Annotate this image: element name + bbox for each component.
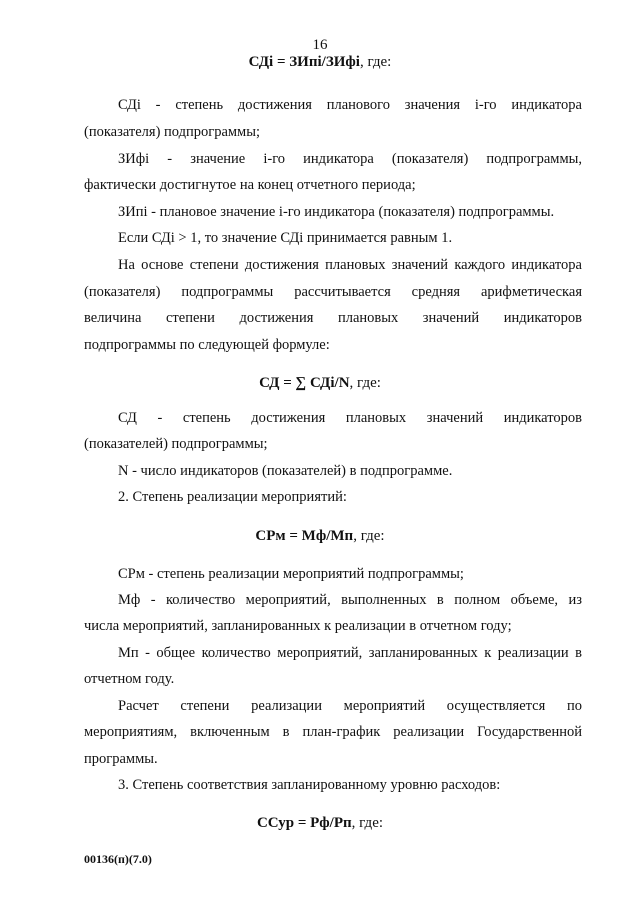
definition-sd-line2: (показателей) подпрограммы; [84,436,268,452]
paragraph-basis-line3: величина степени достижения плановых значений индикаторов [84,310,582,326]
paragraph-calc-line3: программы. [84,751,158,767]
definition-srm: СРм - степень реализации мероприятий подпрограммы; [118,566,464,582]
sdi-limit-note: Если СДi > 1, то значение СДi принимается равным 1. [118,230,453,246]
definition-mp-line1: Мп - общее количество мероприятий, запланированных к реализации в [118,645,582,661]
page-number: 16 [312,37,328,53]
definition-zip: ЗИпi - плановое значение i-го индикатора (показателя) подпрограммы. [118,204,555,220]
formula-sd-suffix: , где: [349,375,381,391]
formula-srm-expression: СРм = Мф/Мп [255,528,354,544]
definition-sdi-line2: (показателя) подпрограммы; [84,124,261,140]
definition-mp-line2: отчетном году. [84,671,175,687]
definition-mf-line2: числа мероприятий, запланированных к реализации в отчетном году; [84,618,512,634]
formula-srm [0,526,640,546]
formula-sd-expression: СД = ∑ СДi/N [259,375,350,391]
paragraph-basis-line1: На основе степени достижения плановых значений каждого индикатора [118,257,582,273]
formula-ssur-expression: ССур = Рф/Рп [256,815,352,831]
paragraph-basis-line2: (показателя) подпрограммы рассчитывается средняя арифметическая [84,284,582,300]
paragraph-calc-line2: мероприятиям, включенным в план-график реализации Государственной [84,724,582,740]
formula-sdi-expression: СДi = ЗИпi/ЗИфi [248,54,360,70]
document-code: 00136(п)(7.0) [84,852,152,866]
formula-ssur-suffix: , где: [351,815,384,831]
formula-sd [0,373,640,393]
section-2-heading: 2. Степень реализации мероприятий: [118,489,347,505]
definition-n: N - число индикаторов (показателей) в подпрограмме. [118,463,453,479]
paragraph-calc-line1: Расчет степени реализации мероприятий осуществляется по [118,698,582,714]
formula-sdi-suffix: , где: [359,54,392,70]
formula-sdi [0,52,640,72]
definition-sdi-line1: СДi - степень достижения планового значения i-го индикатора [118,97,582,113]
section-3-heading: 3. Степень соответствия запланированному уровню расходов: [118,777,501,793]
paragraph-basis-line4: подпрограммы по следующей формуле: [84,337,330,353]
definition-zif-line2: фактически достигнутое на конец отчетного периода; [84,177,416,193]
definition-sd-line1: СД - степень достижения плановых значений индикаторов [118,410,582,426]
definition-mf-line1: Мф - количество мероприятий, выполненных в полном объеме, из [118,592,582,608]
definition-zif-line1: ЗИфi - значение i-го индикатора (показателя) подпрограммы, [118,151,582,167]
formula-srm-suffix: , где: [353,528,385,544]
formula-ssur [0,813,640,833]
